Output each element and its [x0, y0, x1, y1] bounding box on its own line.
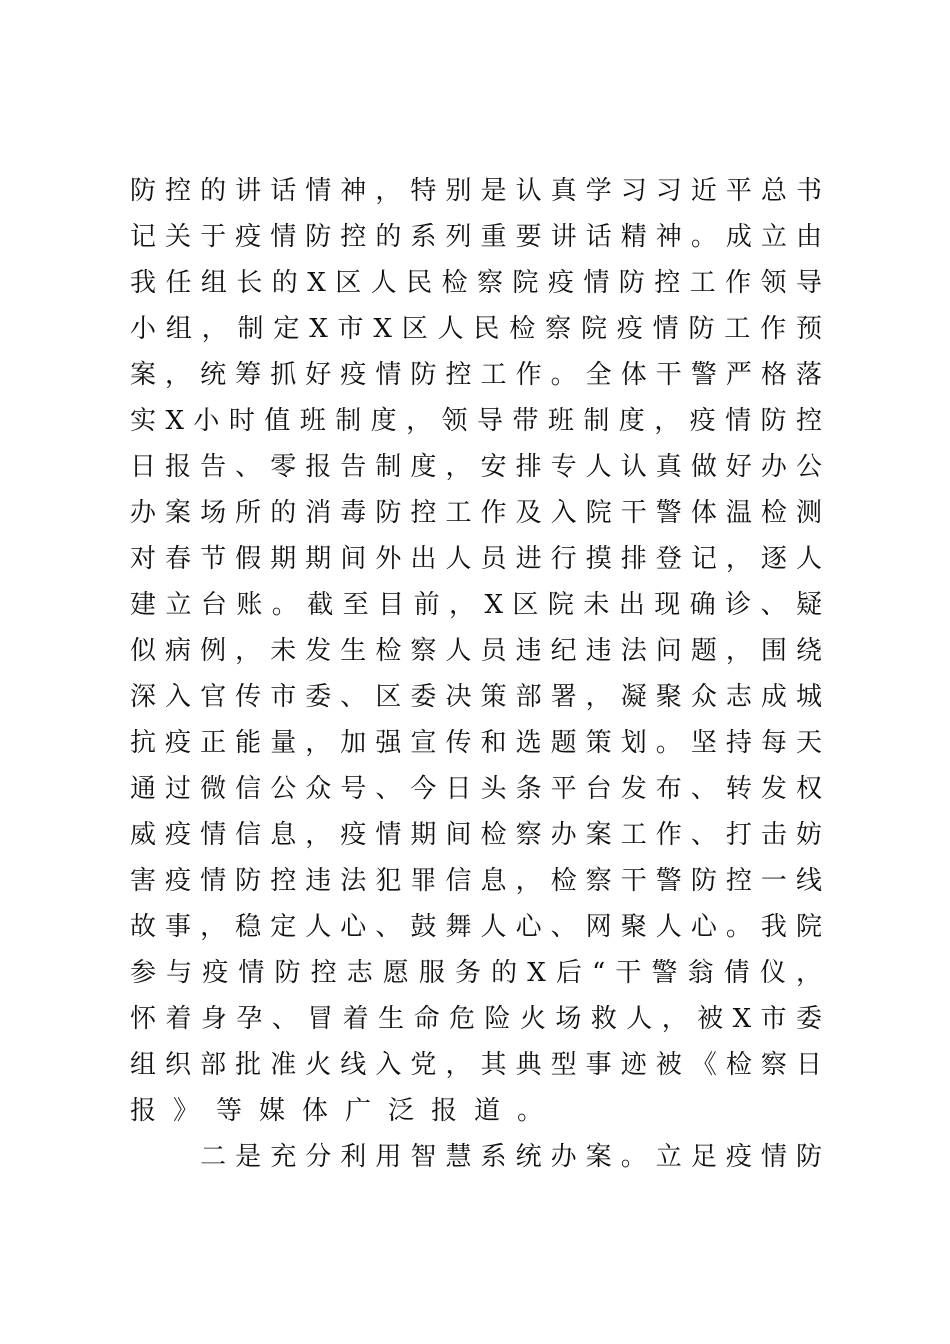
text-line: 深入官传市委、区委决策部署，凝聚众志成城	[130, 682, 822, 712]
body-text	[130, 168, 822, 1180]
text-line: 实X小时值班制度，领导带班制度，疫情防控	[130, 406, 822, 436]
paragraph-start-line: 二是充分利用智慧系统办案。立足疫情防	[130, 1142, 822, 1172]
text-line: 怀着身孕、冒着生命危险火场救人，被X市委	[130, 1004, 822, 1034]
text-line: 建立台账。截至目前，X区院未出现确诊、疑	[130, 590, 822, 620]
text-line: 组织部批准火线入党，其典型事迹被《检察日	[130, 1050, 822, 1080]
text-line: 抗疫正能量，加强宣传和选题策划。坚持每天	[130, 728, 822, 758]
text-line: 通过微信公众号、今日头条平台发布、转发权	[130, 774, 822, 804]
text-line: 日报告、零报告制度，安排专人认真做好办公	[130, 452, 822, 482]
text-line: 案，统筹抓好疫情防控工作。全体干警严格落	[130, 360, 822, 390]
text-line: 参与疫情防控志愿服务的X后“干警翁倩仪，	[130, 958, 822, 988]
text-line: 故事，稳定人心、鼓舞人心、网聚人心。我院	[130, 912, 822, 942]
text-line: 似病例，未发生检察人员违纪违法问题，围绕	[130, 636, 822, 666]
text-line: 小组，制定X市X区人民检察院疫情防工作预	[130, 314, 822, 344]
text-line: 防控的讲话情神，特别是认真学习习近平总书	[130, 176, 822, 206]
text-line: 办案场所的消毒防控工作及入院干警体温检测	[130, 498, 822, 528]
text-line: 害疫情防控违法犯罪信息，检察干警防控一线	[130, 866, 822, 896]
text-line: 威疫情信息，疫情期间检察办案工作、打击妨	[130, 820, 822, 850]
text-line: 记关于疫情防控的系列重要讲话精神。成立由	[130, 222, 822, 252]
text-line: 我任组长的X区人民检察院疫情防控工作领导	[130, 268, 822, 298]
paragraph-end-line: 报》等媒体广泛报道。	[130, 1096, 561, 1126]
text-line: 对春节假期期间外出人员进行摸排登记，逐人	[130, 544, 822, 574]
